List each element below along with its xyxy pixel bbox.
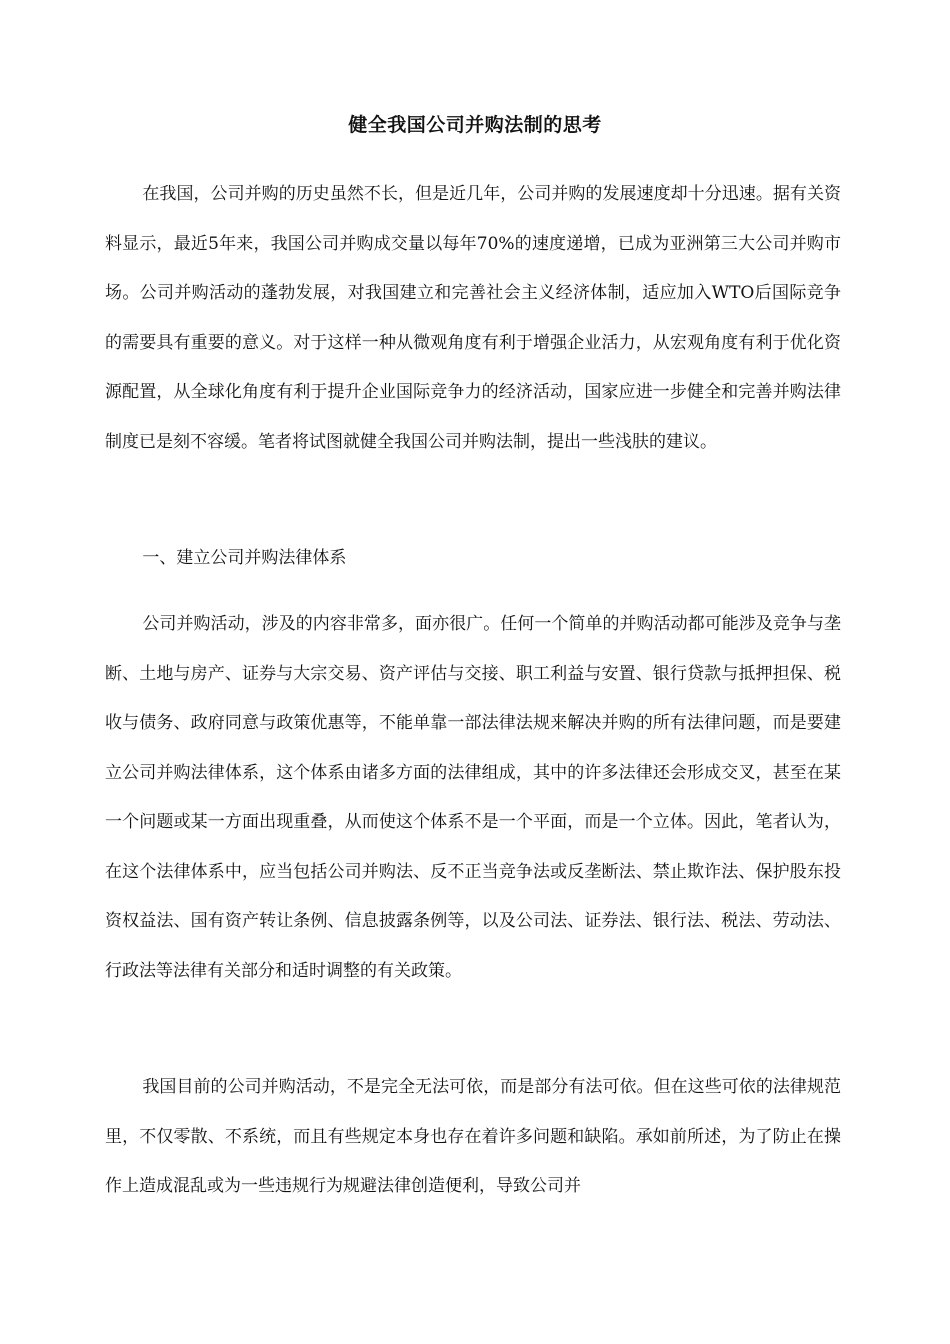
section-heading-1: 一、建立公司并购法律体系	[142, 548, 347, 568]
paragraph-intro: 在我国，公司并购的历史虽然不长，但是近几年，公司并购的发展速度却十分迅速。据有关资料显示，最近5年来，我国公司并购成交量以每年70%的速度递增，已成为亚洲第三大公司并购市场。公司并购活动的蓬勃发展，对我国建立和完善社会主义经济体制，适应加入WTO后国际竞争的需要具有重要的意义。对于这样一种从微观角度有利于增强企业活力，从宏观角度有利于优化资源配置，从全球化角度有利于提升企业国际竞争力的经济活动，国家应进一步健全和完善并购法律制度已是刻不容缓。笔者将试图就健全我国公司并购法制，提出一些浅肤的建议。	[105, 184, 841, 452]
paragraph-current-status: 我国目前的公司并购活动，不是完全无法可依，而是部分有法可依。但在这些可依的法律规范里，不仅零散、不系统，而且有些规定本身也存在着许多问题和缺陷。承如前所述，为了防止在操作上造成混乱或为一些违规行为规避法律创造便利，导致公司并	[105, 1077, 841, 1196]
paragraph-legal-system: 公司并购活动，涉及的内容非常多，面亦很广。任何一个简单的并购活动都可能涉及竞争与垄断、土地与房产、证券与大宗交易、资产评估与交接、职工利益与安置、银行贷款与抵押担保、税收与债务、政府同意与政策优惠等，不能单靠一部法律法规来解决并购的所有法律问题，而是要建立公司并购法律体系，这个体系由诸多方面的法律组成，其中的许多法律还会形成交叉，甚至在某一个问题或某一方面出现重叠，从而使这个体系不是一个平面，而是一个立体。因此，笔者认为，在这个法律体系中，应当包括公司并购法、反不正当竞争法或反垄断法、禁止欺诈法、保护股东投资权益法、国有资产转让条例、信息披露条例等，以及公司法、证券法、银行法、税法、劳动法、行政法等法律有关部分和适时调整的有关政策。	[105, 614, 841, 981]
document-title: 健全我国公司并购法制的思考	[348, 114, 602, 136]
